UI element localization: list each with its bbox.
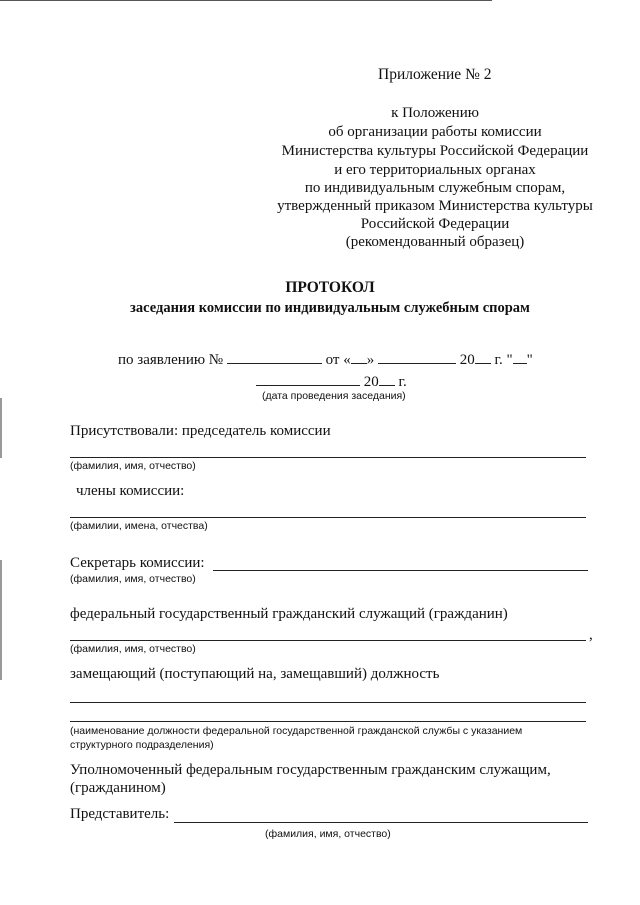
position-caption-line-1: (наименование должности федеральной государственной гражданской службы с указанием: [70, 725, 523, 737]
document-subtitle: заседания комиссии по индивидуальным служебным спорам: [130, 300, 530, 316]
header-line: к Положению: [391, 105, 479, 121]
servant-label: федеральный государственный гражданский служащий (гражданин): [70, 606, 508, 622]
header-line: (рекомендованный образец): [345, 234, 525, 250]
application-line: [118, 349, 533, 369]
application-from-label: от «: [325, 352, 351, 368]
application-year-suffix: г. ": [494, 352, 513, 368]
secretary-caption: (фамилия, имя, отчество): [70, 573, 196, 585]
scan-top-edge: [0, 0, 492, 1]
authorized-line-1: Уполномоченный федеральным государственным гражданским служащим,: [70, 762, 551, 778]
representative-label: Представитель:: [70, 806, 170, 822]
scan-left-edge-mark: [0, 398, 2, 458]
representative-name-field[interactable]: [174, 822, 588, 823]
header-line: Министерства культуры Российской Федерации: [281, 143, 589, 159]
application-month-field[interactable]: [378, 349, 456, 364]
members-names-field[interactable]: [70, 517, 586, 518]
header-line: и его территориальных органах: [334, 162, 536, 178]
meeting-date-caption: (дата проведения заседания): [262, 390, 406, 402]
servant-comma: ,: [589, 627, 593, 643]
header-line: Российской Федерации: [360, 216, 510, 232]
chair-caption: (фамилия, имя, отчество): [70, 460, 196, 472]
position-label: замещающий (поступающий на, замещавший) должность: [70, 666, 440, 682]
servant-caption: (фамилия, имя, отчество): [70, 643, 196, 655]
appendix-number: Приложение № 2: [378, 66, 492, 83]
header-line: утвержденный приказом Министерства культуры: [277, 198, 593, 214]
members-caption: (фамилии, имена, отчества): [70, 520, 208, 532]
document-title: ПРОТОКОЛ: [285, 279, 375, 296]
meeting-month-field[interactable]: [256, 371, 360, 386]
secretary-name-field[interactable]: [213, 570, 588, 571]
chair-name-field[interactable]: [70, 457, 586, 458]
meeting-date-line: [256, 371, 407, 391]
representative-caption: (фамилия, имя, отчество): [265, 828, 391, 840]
header-line: об организации работы комиссии: [328, 124, 542, 140]
scan-left-edge-mark: [0, 560, 2, 680]
meeting-year-suffix: г.: [398, 374, 407, 390]
application-year-field[interactable]: [475, 349, 491, 364]
application-year-prefix: 20: [459, 352, 475, 368]
authorized-line-2: (гражданином): [70, 780, 166, 796]
meeting-year-field[interactable]: [379, 371, 395, 386]
members-label: члены комиссии:: [76, 483, 185, 499]
header-line: по индивидуальным служебным спорам,: [304, 180, 566, 196]
meeting-day-field[interactable]: [513, 349, 527, 364]
position-field-line-2[interactable]: [70, 721, 586, 722]
position-caption-line-2: структурного подразделения): [70, 739, 214, 751]
application-number-label: по заявлению №: [118, 352, 224, 368]
application-quote-end: ": [526, 352, 533, 368]
present-label: Присутствовали: председатель комиссии: [70, 423, 331, 439]
application-quote-close: »: [366, 352, 375, 368]
secretary-label: Секретарь комиссии:: [70, 555, 205, 571]
servant-name-field[interactable]: [70, 640, 586, 641]
application-day-field[interactable]: [351, 349, 367, 364]
application-number-field[interactable]: [227, 349, 322, 364]
meeting-year-prefix: 20: [363, 374, 379, 390]
position-field-line-1[interactable]: [70, 702, 586, 703]
